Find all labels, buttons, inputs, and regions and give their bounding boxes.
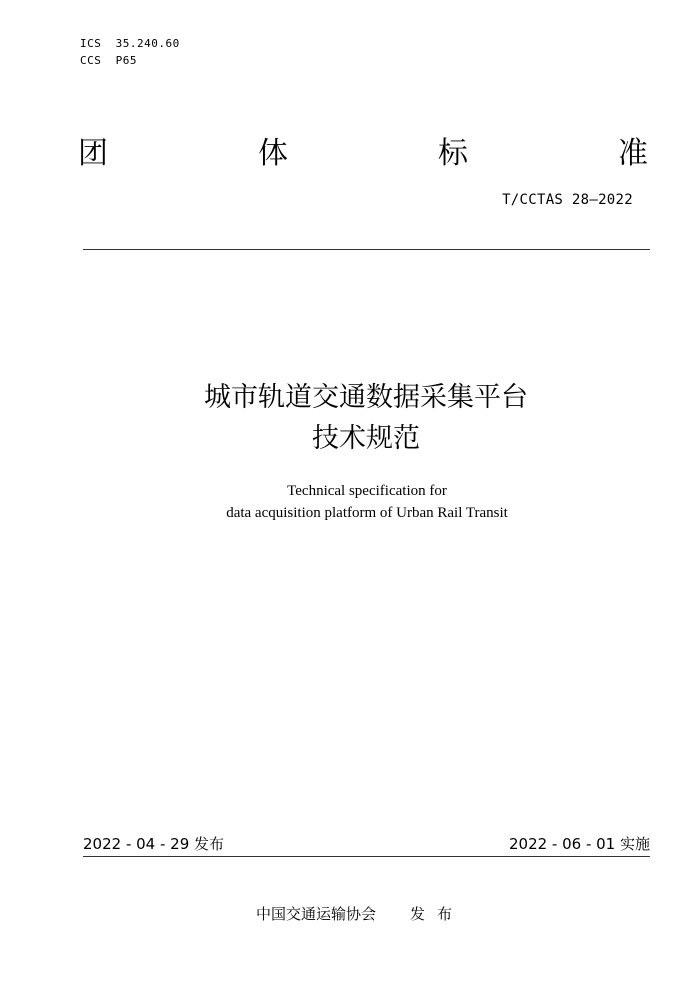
implementation-date: 2022 - 06 - 01 实施	[508, 835, 650, 853]
bottom-divider	[83, 856, 650, 857]
standard-type-heading	[78, 134, 648, 174]
ics-code: ICS 35.240.60	[80, 37, 180, 50]
standard-type-char-2: 体	[258, 136, 288, 171]
title-cn-line-1: 城市轨道交通数据采集平台	[204, 382, 528, 413]
title-en-line-1: Technical specification for	[287, 483, 447, 499]
standard-type-char-3: 标	[438, 136, 468, 171]
title-en-line-2: data acquisition platform of Urban Rail Transit	[226, 505, 508, 521]
top-divider	[83, 249, 650, 250]
ccs-code: CCS P65	[80, 54, 137, 67]
standard-number: T/CCTAS 28—2022	[502, 192, 633, 208]
publish-action: 发布	[410, 905, 465, 923]
standard-type-char-4: 准	[618, 136, 648, 171]
publisher-line	[256, 904, 464, 924]
classification-codes	[80, 35, 180, 69]
title-cn-line-2: 技术规范	[312, 423, 420, 454]
issue-date: 2022 - 04 - 29 发布	[83, 835, 225, 853]
standard-type-char-1: 团	[78, 136, 108, 171]
publisher-name: 中国交通运输协会	[256, 905, 377, 923]
